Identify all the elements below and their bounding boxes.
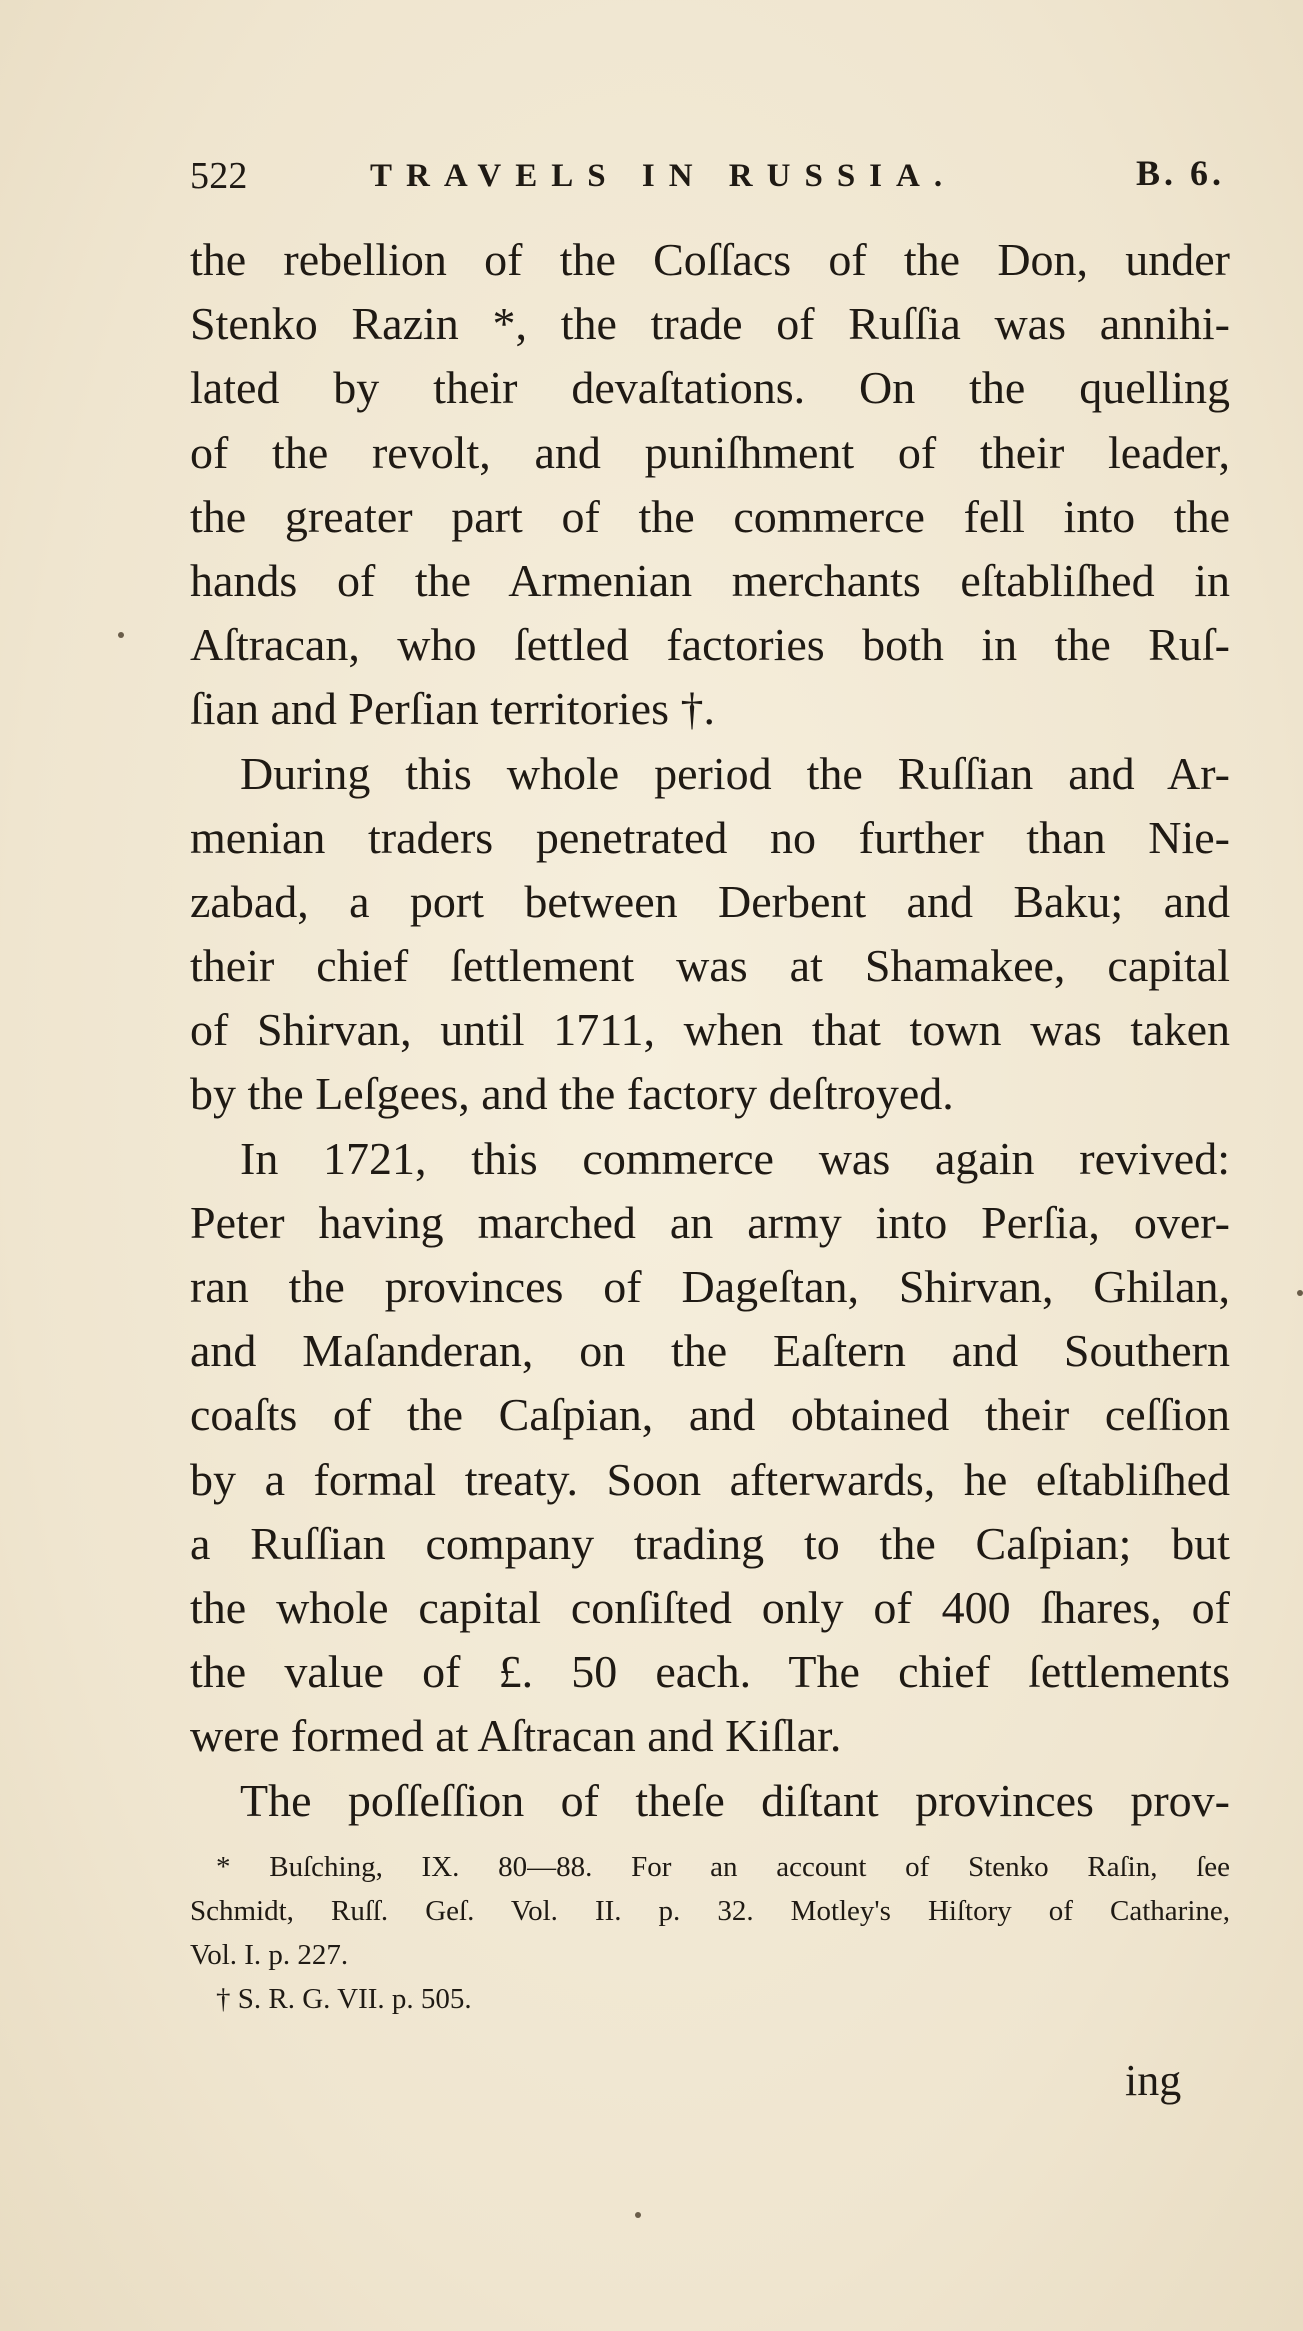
ink-speck	[635, 2212, 641, 2218]
text-line: During this whole period the Ruſſian and Ar-	[240, 747, 1230, 799]
text-line: a Ruſſian company trading to the Caſpian; but	[190, 1517, 1230, 1569]
text-line: the whole capital conſiſted only of 400 ſhares, of	[190, 1581, 1230, 1633]
main-text	[190, 228, 1230, 1833]
text-line: Peter having marched an army into Perſia, over-	[190, 1196, 1230, 1248]
page-number: 522	[190, 155, 248, 197]
text-line: hands of the Armenian merchants eſtabliſhed in	[190, 554, 1230, 606]
text-line: of the revolt, and puniſhment of their leader,	[190, 426, 1230, 478]
ink-speck	[1297, 1290, 1303, 1296]
text-line: menian traders penetrated no further than Nie-	[190, 811, 1230, 863]
text-line: zabad, a port between Derbent and Baku; and	[190, 875, 1230, 927]
footnote-line: * Buſching, IX. 80—88. For an account of Stenko Raſin, ſee	[216, 1851, 1230, 1883]
text-line: The poſſeſſion of theſe diſtant provinces prov-	[240, 1774, 1230, 1826]
text-line: were formed at Aſtracan and Kiſlar.	[190, 1710, 842, 1762]
text-line: the value of £. 50 each. The chief ſettlements	[190, 1646, 1230, 1698]
text-line: lated by their devaſtations. On the quelling	[190, 362, 1230, 414]
text-line: by the Leſgees, and the factory deſtroyed.	[190, 1068, 954, 1120]
text-line: Aſtracan, who ſettled factories both in the Ruſ-	[190, 619, 1230, 671]
footnote-line: Vol. I. p. 227.	[190, 1939, 349, 1971]
text-line: the greater part of the commerce fell into the	[190, 490, 1230, 542]
text-line: and Maſanderan, on the Eaſtern and Southern	[190, 1325, 1230, 1377]
ink-speck	[118, 632, 124, 638]
footnote-line: † S. R. G. VII. p. 505.	[216, 1983, 472, 2015]
text-line: the rebellion of the Coſſacs of the Don, under	[190, 234, 1230, 285]
text-line: ſian and Perſian territories †.	[190, 683, 716, 735]
book-number: B. 6.	[1135, 153, 1225, 193]
running-header	[190, 150, 1225, 210]
text-line: In 1721, this commerce was again revived:	[240, 1132, 1230, 1184]
text-line: ran the provinces of Dageſtan, Shirvan, Ghilan,	[190, 1261, 1230, 1312]
footnote-line: Schmidt, Ruſſ. Geſ. Vol. II. p. 32. Motley's Hiſtory of Catharine,	[190, 1895, 1230, 1927]
catchword: ing	[1125, 2056, 1182, 2105]
running-title: TRAVELS IN RUSSIA.	[370, 158, 957, 194]
text-line: coaſts of the Caſpian, and obtained their ceſſion	[190, 1389, 1230, 1441]
text-line: of Shirvan, until 1711, when that town was taken	[190, 1004, 1230, 1056]
text-line: their chief ſettlement was at Shamakee, capital	[190, 940, 1230, 992]
text-line: by a formal treaty. Soon afterwards, he eſtabliſhed	[190, 1453, 1230, 1505]
text-line: Stenko Razin *, the trade of Ruſſia was annihi-	[190, 298, 1230, 350]
footnotes	[190, 1845, 1230, 2021]
